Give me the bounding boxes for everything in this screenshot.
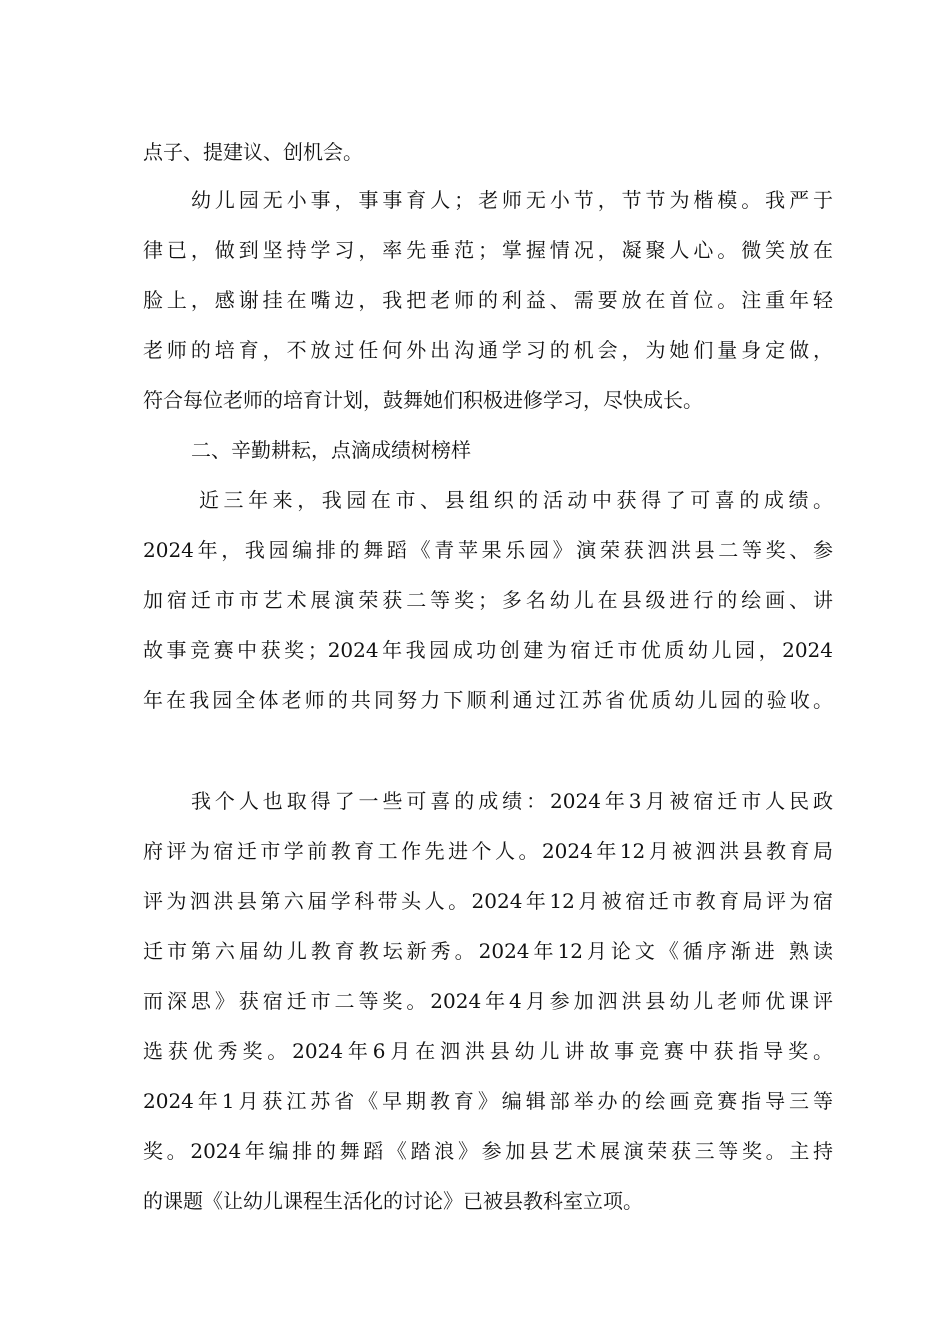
paragraph-line: 年在我园全体老师的共同努力下顺利通过江苏省优质幼儿园的验收。 [143,688,833,712]
paragraph-line: 加宿迁市市艺术展演荣获二等奖；多名幼儿在县级进行的绘画、讲 [143,588,833,612]
paragraph-line: 2024年1月获江苏省《早期教育》编辑部举办的绘画竞赛指导三等 [143,1089,833,1113]
paragraph-line: 的课题《让幼儿课程生活化的讨论》已被县教科室立项。 [143,1189,643,1213]
paragraph-line: 脸上，感谢挂在嘴边，我把老师的利益、需要放在首位。注重年轻 [143,288,833,312]
paragraph-line: 2024年，我园编排的舞蹈《青苹果乐园》演荣获泗洪县二等奖、参 [143,538,833,562]
paragraph-line: 而深思》获宿迁市二等奖。2024年4月参加泗洪县幼儿老师优课评 [143,989,833,1013]
paragraph-line: 评为泗洪县第六届学科带头人。2024年12月被宿迁市教育局评为宿 [143,889,833,913]
paragraph-line: 府评为宿迁市学前教育工作先进个人。2024年12月被泗洪县教育局 [143,839,833,863]
paragraph-line: 奖。2024年编排的舞蹈《踏浪》参加县艺术展演荣获三等奖。主持 [143,1139,833,1163]
paragraph-line: 近三年来，我园在市、县组织的活动中获得了可喜的成绩。 [199,488,833,512]
paragraph-line: 我个人也取得了一些可喜的成绩：2024年3月被宿迁市人民政 [191,789,833,813]
paragraph-line: 老师的培育，不放过任何外出沟通学习的机会，为她们量身定做， [143,338,833,362]
paragraph-line: 符合每位老师的培育计划，鼓舞她们积极进修学习，尽快成长。 [143,388,703,412]
section-heading: 二、辛勤耕耘，点滴成绩树榜样 [191,438,471,462]
paragraph-line: 点子、提建议、创机会。 [143,140,363,164]
paragraph-line: 选获优秀奖。2024年6月在泗洪县幼儿讲故事竞赛中获指导奖。 [143,1039,833,1063]
paragraph-line: 迁市第六届幼儿教育教坛新秀。2024年12月论文《循序渐进 熟读 [143,939,833,963]
paragraph-line: 故事竞赛中获奖；2024年我园成功创建为宿迁市优质幼儿园，2024 [143,638,833,662]
paragraph-line: 律已，做到坚持学习，率先垂范；掌握情况，凝聚人心。微笑放在 [143,238,833,262]
paragraph-line: 幼儿园无小事，事事育人；老师无小节，节节为楷模。我严于 [191,188,833,212]
